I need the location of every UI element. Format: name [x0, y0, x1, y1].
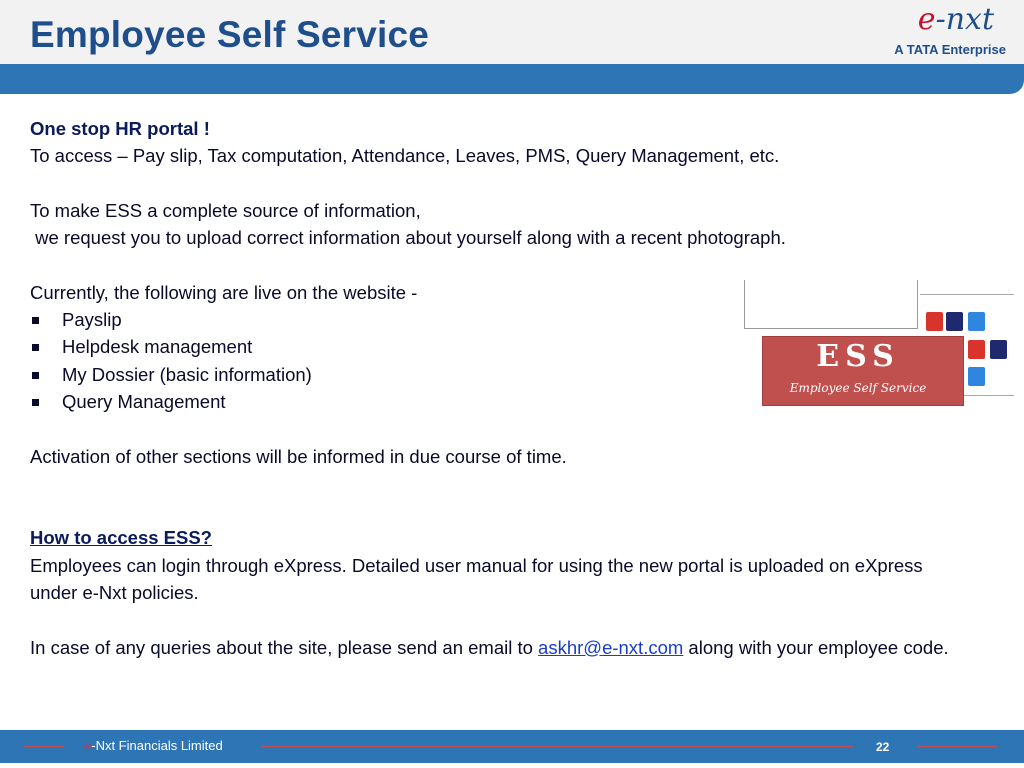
- request-line-1: To make ESS a complete source of information,: [30, 199, 421, 221]
- ess-square-red: [926, 312, 943, 331]
- ess-graphic: [740, 280, 1024, 410]
- ess-card: [762, 336, 964, 406]
- intro-line: To access – Pay slip, Tax computation, Attendance, Leaves, PMS, Query Management, etc.: [30, 145, 780, 167]
- enxt-logo: [880, 2, 1020, 62]
- ess-square-blue: [968, 312, 985, 331]
- title-area: [0, 0, 1024, 64]
- footer-brand: e-Nxt Financials Limited: [84, 738, 223, 753]
- list-item: Payslip: [30, 306, 960, 333]
- ess-frame-top: [744, 280, 918, 329]
- intro-heading: One stop HR portal !: [30, 118, 210, 139]
- access-text: Employees can login through eXpress. Detailed user manual for using the new portal is uploaded on eXpress under e-Nxt policies.: [30, 554, 923, 604]
- list-item: Helpdesk management: [30, 333, 960, 360]
- email-link[interactable]: askhr@e-nxt.com: [538, 636, 684, 658]
- live-heading: Currently, the following are live on the website -: [30, 281, 418, 303]
- logo-mark: e-nxt: [917, 2, 994, 37]
- footer-divider: [24, 746, 64, 747]
- ess-square-red: [968, 340, 985, 359]
- ess-card-subtitle: Employee Self Service: [789, 381, 927, 395]
- query-text: In case of any queries about the site, please send an email to askhr@e-nxt.com along with your employee code.: [30, 636, 949, 658]
- footer-bar: [0, 730, 1024, 763]
- footer-divider: [918, 746, 998, 747]
- activation-note: Activation of other sections will be informed in due course of time.: [30, 445, 567, 467]
- footer-divider: [262, 746, 854, 747]
- list-item: My Dossier (basic information): [30, 361, 960, 388]
- ess-square-navy: [990, 340, 1007, 359]
- title-band: [0, 64, 1024, 94]
- logo-tagline: A TATA Enterprise: [894, 42, 1006, 57]
- page-title: Employee Self Service: [30, 14, 430, 55]
- access-heading: How to access ESS?: [30, 527, 212, 549]
- ess-square-navy: [946, 312, 963, 331]
- page-number: 22: [876, 740, 890, 754]
- ess-square-blue: [968, 367, 985, 386]
- request-line-2: we request you to upload correct information about yourself along with a recent photograph.: [30, 227, 786, 249]
- ess-card-title: ESS: [816, 339, 900, 374]
- list-item: Query Management: [30, 388, 960, 415]
